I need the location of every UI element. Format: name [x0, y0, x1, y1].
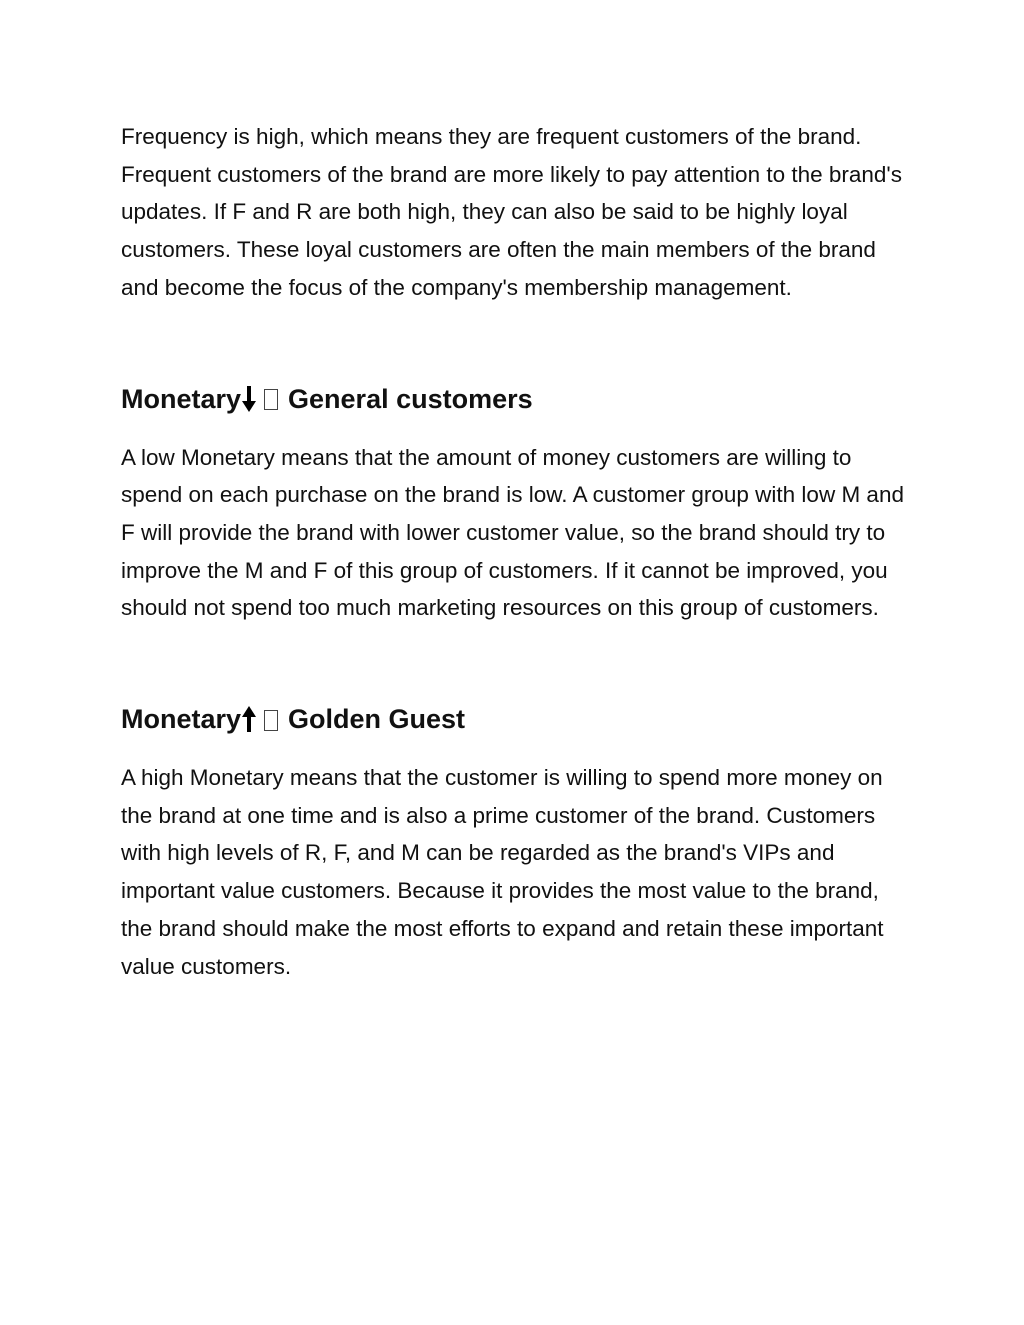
document-page — [121, 118, 911, 985]
down-arrow-icon — [242, 385, 256, 413]
heading-prefix: Monetary — [121, 383, 242, 414]
paragraph-frequency: Frequency is high, which means they are frequent customers of the brand. Frequent customers of the brand are more likely to pay attention to the brand's updates. If F and R are both high, they can also be said to be highly loyal customers. These loyal customers are often the main members of the brand and become the focus of the company's membership management. — [121, 124, 902, 300]
missing-glyph-box — [264, 389, 278, 410]
up-arrow-icon — [242, 705, 256, 733]
missing-glyph-box — [264, 710, 278, 731]
heading-general-customers — [121, 381, 911, 417]
paragraph-low-monetary: A low Monetary means that the amount of money customers are willing to spend on each purchase on the brand is low. A customer group with low M and F will provide the brand with lower customer value, so the brand should try to improve the M and F of this group of customers. If it cannot be improved, you should not spend too much marketing resources on this group of customers. — [121, 444, 904, 621]
heading-golden-guest — [121, 701, 911, 737]
paragraph-high-monetary: A high Monetary means that the customer is willing to spend more money on the brand at one time and is also a prime customer of the brand. Customers with high levels of R, F, and M can be regarded as the brand's VIPs and important value customers. Because it provides the most value to the brand, the brand should make the most efforts to expand and retain these important value customers. — [121, 765, 884, 979]
heading-title: Golden Guest — [288, 704, 466, 735]
heading-title: General customers — [288, 383, 533, 414]
heading-prefix: Monetary — [121, 704, 242, 735]
